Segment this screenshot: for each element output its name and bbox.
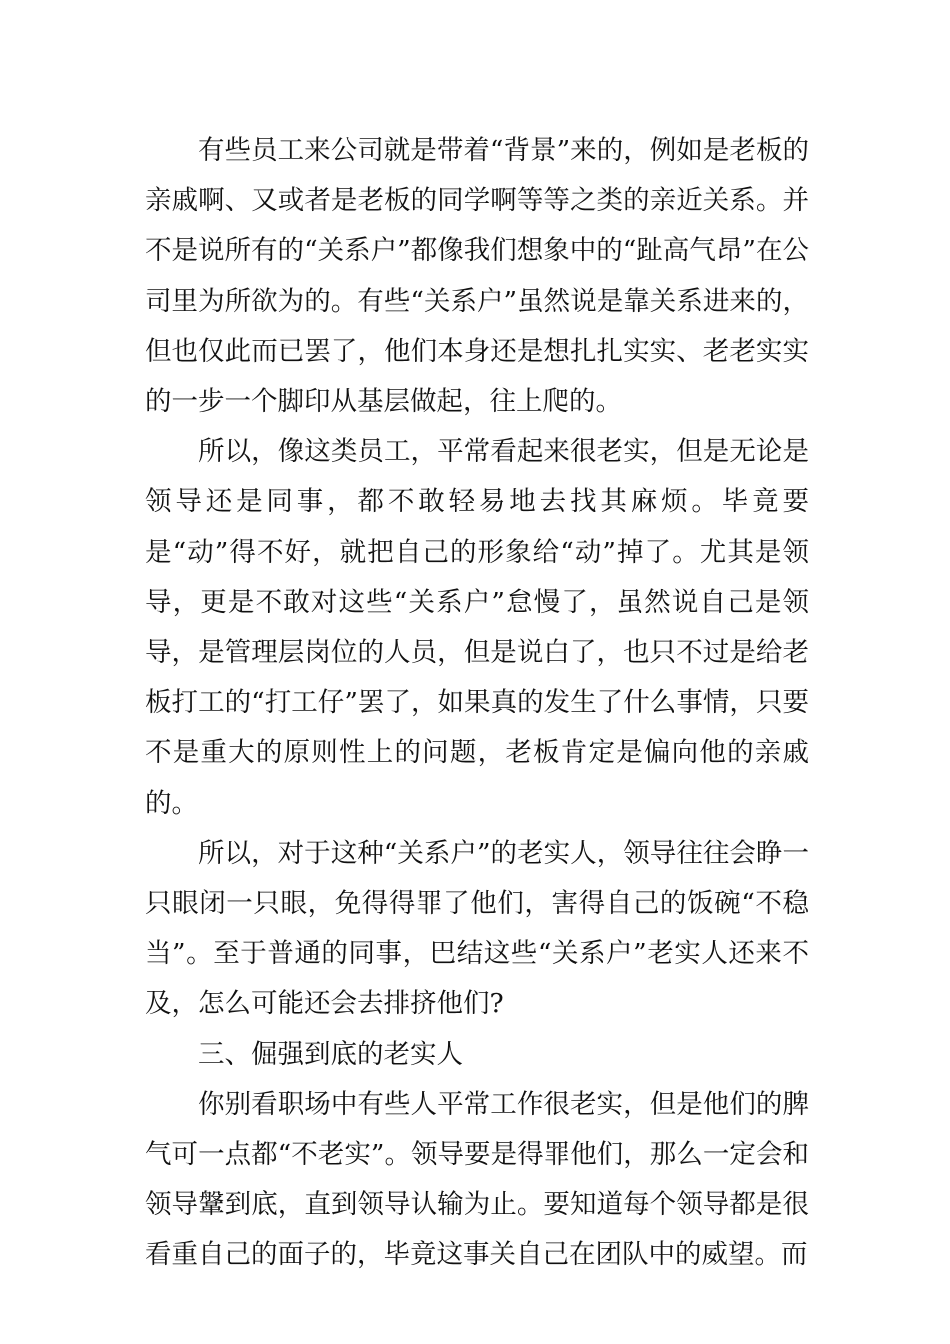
paragraph-4: 你别看职场中有些人平常工作很老实，但是他们的脾气可一点都“不老实”。领导要是得罪他们，那么一定会和领导鞶到底，直到领导认输为止。要知道每个领导都是很看重自己的面子的，毕竟这事关自己在团队中的威望。而 bbox=[145, 1088, 809, 1271]
section-heading: 三、倔强到底的老实人 bbox=[198, 1038, 463, 1070]
paragraph-3: 所以，对于这种“关系户”的老实人，领导往往会睁一只眼闭一只眼，免得得罪了他们，害得自己的饭碗“不稳当”。至于普通的同事，巴结这些“关系户”老实人还来不及，怎么可能还会去排挤他们? bbox=[145, 837, 809, 1020]
body-text bbox=[145, 126, 809, 1281]
paragraph-2: 所以，像这类员工，平常看起来很老实，但是无论是领导还是同事，都不敢轻易地去找其麻烦。毕竟要是“动”得不好，就把自己的形象给“动”掉了。尤其是领导，更是不敢对这些“关系户”怠慢了，虽然说自己是领导，是管理层岗位的人员，但是说白了，也只不过是给老板打工的“打工仔”罢了，如果真的发生了什么事情，只要不是重大的原则性上的问题，老板肯定是偏向他的亲戚的。 bbox=[145, 436, 809, 819]
paragraph-1: 有些员工来公司就是带着“背景”来的，例如是老板的亲戚啊、又或者是老板的同学啊等等之类的亲近关系。并不是说所有的“关系户”都像我们想象中的“趾高气昂”在公司里为所欲为的。有些“关系户”虽然说是靠关系进来的，但也仅此而已罢了，他们本身还是想扎扎实实、老老实实的一步一个脚印从基层做起，往上爬的。 bbox=[145, 135, 809, 418]
